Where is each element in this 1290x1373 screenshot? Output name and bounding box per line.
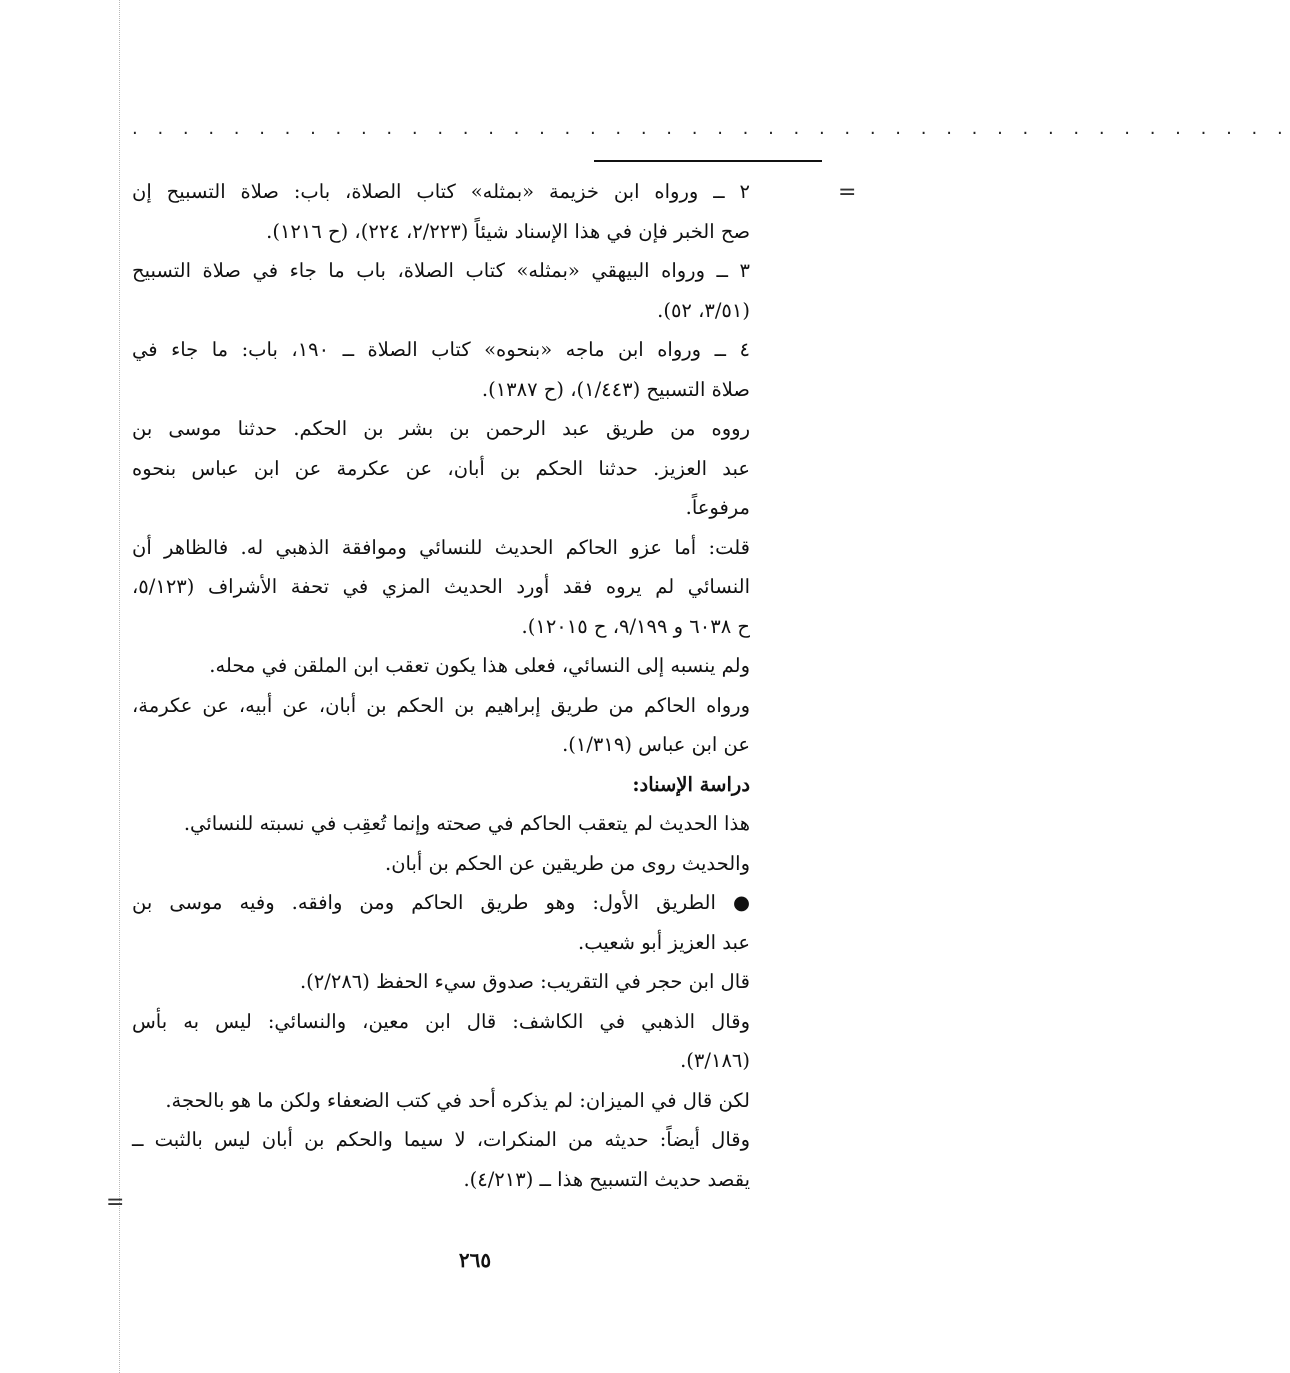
margin-mark-bottom: = <box>106 1190 125 1215</box>
body-line: رووه من طريق عبد الرحمن بن بشر بن الحكم. حدثنا موسى بن <box>132 417 750 440</box>
body-line: عبد العزيز. حدثنا الحكم بن أبان، عن عكرمة عن ابن عباس بنحوه <box>132 456 750 480</box>
footnote-line: (٣/٥١، ٥٢). <box>657 298 750 322</box>
page-number: ٢٦٥ <box>458 1248 492 1272</box>
scan-margin-line <box>119 0 120 1373</box>
body-line: يقصد حديث التسبيح هذا ــ (٤/٢١٣). <box>463 1167 750 1191</box>
body-line: عن ابن عباس (١/٣١٩). <box>562 733 750 756</box>
footnote-line: ٢ ــ ورواه ابن خزيمة «بمثله» كتاب الصلاة، باب: صلاة التسبيح إن <box>132 180 750 203</box>
body-line: هذا الحديث لم يتعقب الحاكم في صحته وإنما تُعقِب في نسبته للنسائي. <box>183 812 750 835</box>
margin-mark-top: = <box>838 180 857 205</box>
dotted-separator: . . . . . . . . . . . . . . . . . . . . . . . . . . . . . . . . . . . . . . . . . . . . . . <box>132 118 1290 139</box>
page-content <box>132 172 750 1199</box>
body-line: ● الطريق الأول: وهو طريق الحاكم ومن وافقه. وفيه موسى بن <box>132 891 750 914</box>
footnote-line: صلاة التسبيح (١/٤٤٣)، (ح ١٣٨٧). <box>481 377 750 401</box>
body-line: ح ٦٠٣٨ و ٩/١٩٩، ح ١٢٠١٥). <box>521 614 750 638</box>
body-line: مرفوعاً. <box>685 496 750 519</box>
footnote-line: صح الخبر فإن في هذا الإسناد شيئاً (٢/٢٢٣، ٢٢٤)، (ح ١٢١٦). <box>266 219 750 243</box>
footnote-rule <box>594 160 822 162</box>
body-line: وقال الذهبي في الكاشف: قال ابن معين، والنسائي: ليس به بأس <box>132 1009 750 1033</box>
footnote-line: ٤ ــ ورواه ابن ماجه «بنحوه» كتاب الصلاة ــ ١٩٠، باب: ما جاء في <box>132 338 750 361</box>
body-line: ورواه الحاكم من طريق إبراهيم بن الحكم بن أبان، عن أبيه، عن عكرمة، <box>132 693 750 717</box>
body-line: ولم ينسبه إلى النسائي، فعلى هذا يكون تعقب ابن الملقن في محله. <box>209 654 750 677</box>
section-heading: دراسة الإسناد: <box>632 772 750 796</box>
footnote-line: ٣ ــ ورواه البيهقي «بمثله» كتاب الصلاة، باب ما جاء في صلاة التسبيح <box>132 259 750 282</box>
body-line: (٣/١٨٦). <box>680 1049 750 1072</box>
body-line: لكن قال في الميزان: لم يذكره أحد في كتب الضعفاء ولكن ما هو بالحجة. <box>165 1088 750 1112</box>
body-line: قال ابن حجر في التقريب: صدوق سيء الحفظ (٢/٢٨٦). <box>299 970 750 993</box>
body-line: والحديث روى من طريقين عن الحكم بن أبان. <box>385 851 750 875</box>
body-line: وقال أيضاً: حديثه من المنكرات، لا سيما والحكم بن أبان ليس بالثبت ــ <box>132 1128 750 1151</box>
body-line: النسائي لم يروه فقد أورد الحديث المزي في تحفة الأشراف (٥/١٢٣، <box>132 575 750 598</box>
body-line: قلت: أما عزو الحاكم الحديث للنسائي وموافقة الذهبي له. فالظاهر أن <box>132 535 750 559</box>
body-line: عبد العزيز أبو شعيب. <box>578 930 750 954</box>
